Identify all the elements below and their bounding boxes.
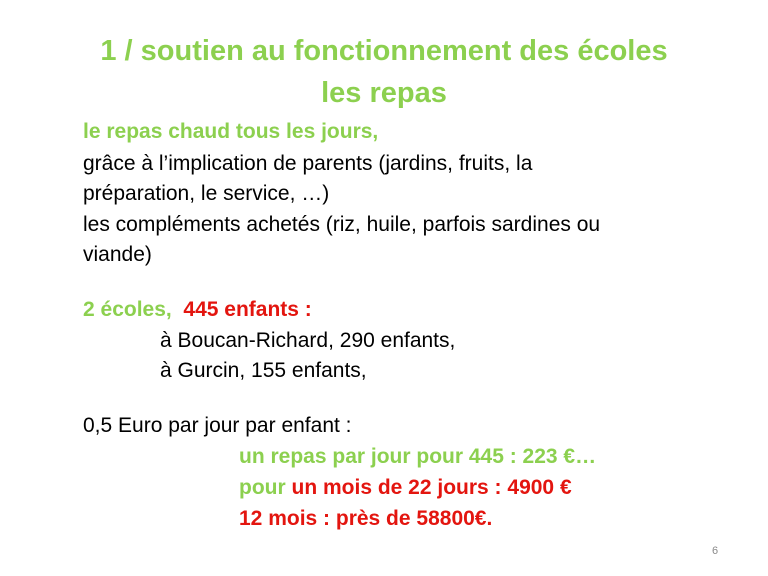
page-number: 6 xyxy=(712,545,719,557)
school-gurcin: à Gurcin, 155 enfants, xyxy=(160,359,367,382)
daily-cost: un repas par jour pour 445 : 223 €… xyxy=(239,445,597,468)
intro-line-2: préparation, le service, …) xyxy=(83,182,330,205)
monthly-middle: un mois de 22 jours : xyxy=(291,476,508,499)
schools-colon: : xyxy=(298,298,312,321)
slide-title-line2: les repas xyxy=(321,77,447,109)
intro-heading: le repas chaud tous les jours, xyxy=(83,120,379,143)
cost-per-child: 0,5 Euro par jour par enfant : xyxy=(83,414,352,437)
intro-line-4: viande) xyxy=(83,243,152,266)
monthly-value: 4900 € xyxy=(507,476,572,499)
schools-count: 445 enfants xyxy=(183,298,299,321)
intro-line-1: grâce à l’implication de parents (jardins, fruits, la xyxy=(83,152,533,175)
intro-line-3: les compléments achetés (riz, huile, parfois sardines ou xyxy=(83,213,601,236)
slide-title-line1: 1 / soutien au fonctionnement des écoles xyxy=(100,35,668,67)
monthly-prefix: pour xyxy=(239,476,292,499)
school-boucan-richard: à Boucan-Richard, 290 enfants, xyxy=(160,329,456,352)
yearly-cost: 12 mois : près de 58800€. xyxy=(239,507,493,530)
schools-label: 2 écoles, xyxy=(83,298,172,321)
schools-summary xyxy=(83,296,312,324)
monthly-cost xyxy=(239,474,572,502)
